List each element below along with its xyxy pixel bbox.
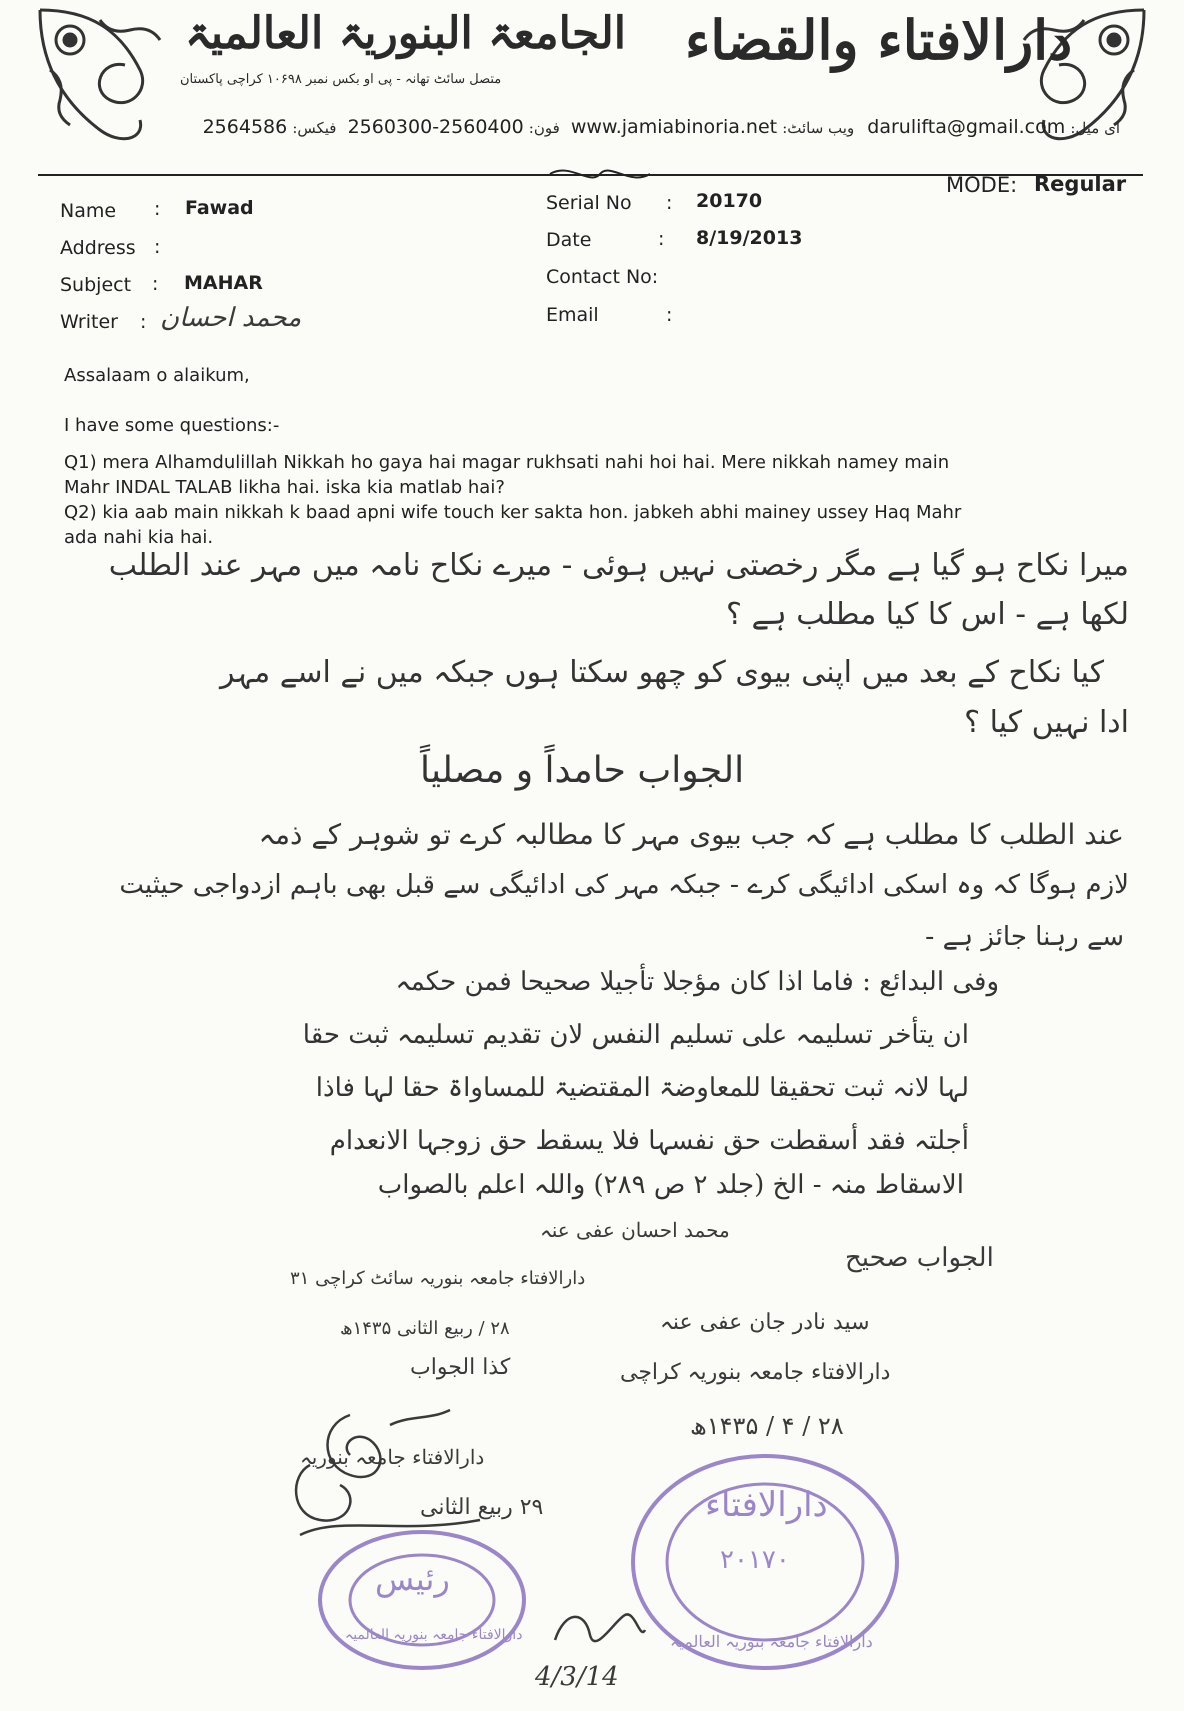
- phone-label: فون:: [528, 119, 560, 137]
- contact-label: Contact No:: [546, 266, 659, 288]
- urdu-question-line-2: لکھا ہے - اس کا کیا مطلب ہے ؟: [726, 597, 1129, 632]
- writer-colon: :: [140, 311, 147, 333]
- second-endorsement-heading: کذا الجواب: [410, 1355, 511, 1380]
- serial-label: Serial No: [546, 192, 632, 214]
- answer-line-2: لازم ہوگا کہ وہ اسکی ادائیگی کرے - جبکہ مہر کی ادائیگی سے قبل بھی باہم ازدواجی حیثیت: [119, 870, 1129, 900]
- handwritten-signature-scribble: [280, 1395, 540, 1545]
- questions-intro: I have some questions:-: [64, 415, 280, 436]
- question-1: [64, 450, 1144, 550]
- urdu-question-line-3: کیا نکاح کے بعد میں اپنی بیوی کو چھو سکتا ہوں جبکہ میں نے اسے مہر: [220, 655, 1104, 690]
- urdu-question-line-1: میرا نکاح ہو گیا ہے مگر رخصتی نہیں ہوئی - میرے نکاح نامہ میں مہر عند الطلب: [108, 548, 1129, 583]
- name-colon: :: [154, 198, 161, 220]
- urdu-question-line-4: ادا نہیں کیا ؟: [964, 705, 1129, 740]
- writer-hijri-date: ۲۸ / ربیع الثانی ۱۴۳۵ھ: [340, 1318, 510, 1339]
- verifier-date: ۲۸ / ۴ / ۱۴۳۵ھ: [690, 1412, 844, 1440]
- writer-name-signature: محمد احسان عفی عنہ: [540, 1218, 730, 1242]
- phone-number: 2560300-2560400: [347, 116, 524, 138]
- fax-number: 2564586: [202, 116, 288, 138]
- institution-name: الجامعۃ البنوریۃ العالمیۃ: [185, 8, 627, 59]
- answer-line-1: عند الطلب کا مطلب ہے کہ جب بیوی مہر کا مطالبہ کرے تو شوہر کے ذمہ: [258, 818, 1124, 851]
- question-1-line-2: Mahr INDAL TALAB likha hai. iska kia matlab hai?: [64, 477, 505, 498]
- date-label: Date: [546, 229, 592, 251]
- serial-value: 20170: [696, 190, 763, 212]
- name-label: Name: [60, 200, 117, 222]
- stamp-left-ring-text: دارالافتاء جامعہ بنوریہ العالمیہ: [345, 1627, 523, 1643]
- quote-line-1: وفی البدائع : فاما اذا کان مؤجلا تأجیلا صحیحا فمن حکمہ: [395, 967, 999, 997]
- institution-address: متصل سائٹ تھانہ - پی او بکس نمبر ۱۰۶۹۸ کراچی پاکستان: [180, 72, 502, 87]
- fax-label: فیکس:: [292, 119, 337, 137]
- mode-value: Regular: [1034, 172, 1127, 196]
- second-endorsement-org: دارالافتاء جامعہ بنوریہ: [300, 1445, 485, 1469]
- website-address: www.jamiabinoria.net: [570, 116, 778, 138]
- serial-colon: :: [666, 192, 673, 214]
- subject-value: MAHAR: [184, 272, 263, 294]
- address-colon: :: [154, 236, 161, 258]
- quote-line-5: الاسقاط منہ - الخ (جلد ۲ ص ۲۸۹) واللہ اعلم بالصواب: [377, 1170, 964, 1200]
- verifier-organization: دارالافتاء جامعہ بنوریہ کراچی: [620, 1360, 891, 1385]
- website-label: ویب سائٹ:: [782, 119, 855, 137]
- answer-heading: الجواب حامداً و مصلیاً: [420, 750, 745, 791]
- date-colon: :: [658, 228, 665, 250]
- stamp-right-title: دارالافتاء: [705, 1485, 828, 1525]
- department-name: دارالافتاء والقضاء: [685, 8, 1073, 72]
- writer-organization: دارالافتاء جامعہ بنوریہ سائٹ کراچی ۳۱: [290, 1268, 586, 1289]
- subject-label: Subject: [60, 274, 132, 296]
- question-2-line-2: ada nahi kia hai.: [64, 527, 214, 548]
- second-endorsement-date: ۲۹ ربیع الثانی: [420, 1495, 544, 1520]
- email-colon: :: [666, 304, 673, 326]
- subject-colon: :: [152, 273, 159, 295]
- quote-line-3: لہا لانہ ثبت تحقیقا للمعاوضۃ المقتضیۃ للمساواۃ حقا لہا فاذا: [315, 1073, 969, 1103]
- date-value: 8/19/2013: [696, 227, 803, 249]
- answer-line-3: سے رہنا جائز ہے -: [924, 922, 1124, 952]
- email-field-label: Email: [546, 304, 599, 326]
- quote-line-4: أجلتہ فقد أسقطت حق نفسہا فلا یسقط حق زوجہا الانعدام: [329, 1126, 969, 1156]
- question-1-line-1: Q1) mera Alhamdulillah Nikkah ho gaya hai magar rukhsati nahi hoi hai. Mere nikkah namey main: [64, 452, 950, 473]
- writer-label: Writer: [60, 311, 118, 333]
- email-address: darulifta@gmail.com: [867, 116, 1066, 138]
- writer-signature: محمد احسان: [160, 303, 302, 333]
- mode-label: MODE:: [946, 173, 1018, 197]
- quote-line-2: ان یتأخر تسلیمہ علی تسلیم النفس لان تقدیم تسلیمہ ثبت حقا: [302, 1020, 969, 1050]
- address-label: Address: [60, 237, 136, 259]
- stamp-right-number: ۲۰۱۷۰: [720, 1545, 790, 1575]
- stamp-left-title: رئیس: [375, 1560, 450, 1598]
- bottom-handwritten-date: 4/3/14: [535, 1662, 619, 1692]
- email-label: ای میل:: [1070, 119, 1120, 137]
- rais-stamp-left: [315, 1525, 530, 1675]
- name-value: Fawad: [185, 197, 254, 219]
- divider-ornament: [545, 160, 655, 188]
- contact-line: [70, 116, 1120, 138]
- greeting: Assalaam o alaikum,: [64, 365, 250, 386]
- question-2-line-1: Q2) kia aab main nikkah k baad apni wife touch ker sakta hon. jabkeh abhi mainey ussey Haq Mahr: [64, 502, 962, 523]
- verifier-heading: الجواب صحیح: [845, 1243, 994, 1273]
- verifier-name: سید نادر جان عفی عنہ: [660, 1310, 870, 1335]
- stamp-right-ring-text: دارالافتاء جامعہ بنوریہ العالمیہ: [670, 1632, 873, 1651]
